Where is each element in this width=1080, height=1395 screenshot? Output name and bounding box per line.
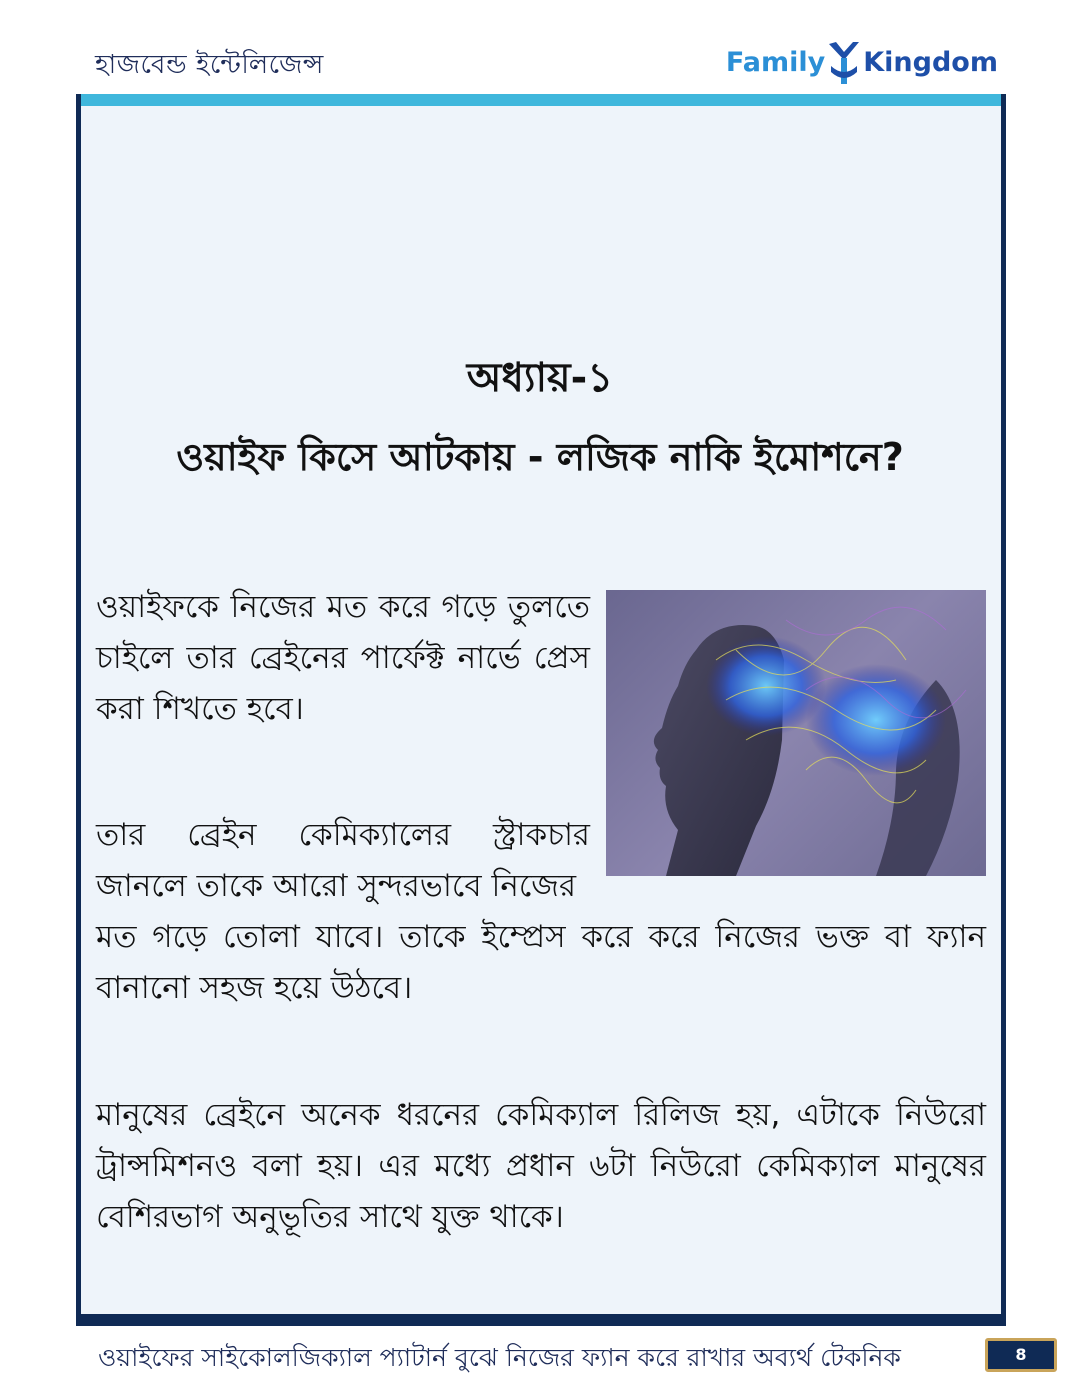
paragraph-3: মানুষের ব্রেইনে অনেক ধরনের কেমিক্যাল রিলিজ হয়, এটাকে নিউরো ট্রান্সমিশনও বলা হয়। এর মধ্যে প্রধান ৬টা নিউরো কেমিক্যাল মানুষের বেশিরভাগ অনুভূতির সাথে যুক্ত থাকে। bbox=[96, 1097, 986, 1235]
brain-illustration-image bbox=[606, 590, 986, 876]
chapter-title: ওয়াইফ কিসে আটকায় - লজিক নাকি ইমোশনে? bbox=[176, 435, 904, 479]
frame-bottom-bar bbox=[81, 1314, 1001, 1326]
chapter-number: অধ্যায়-১ bbox=[466, 355, 614, 401]
paragraph-1: ওয়াইফকে নিজের মত করে গড়ে তুলতে চাইলে তার ব্রেইনের পার্ফেক্ট নার্ভে প্রেস করা শিখতে হবে। bbox=[96, 589, 590, 727]
brain-illustration-svg bbox=[606, 590, 986, 876]
frame-top-bar bbox=[81, 94, 1001, 106]
family-kingdom-logo bbox=[726, 32, 998, 92]
logo-emblem-icon bbox=[827, 36, 861, 88]
paragraph-2-start: তার ব্রেইন কেমিক্যালের স্ট্রাকচার জানলে তাকে আরো সুন্দরভাবে নিজের bbox=[96, 817, 590, 904]
logo-text-left: Family bbox=[725, 46, 826, 78]
logo-text-right: Kingdom bbox=[863, 46, 998, 78]
book-title-header: হাজবেন্ড ইন্টেলিজেন্স bbox=[95, 50, 324, 80]
paragraph-2-continued: মত গড়ে তোলা যাবে। তাকে ইম্প্রেস করে করে নিজের ভক্ত বা ফ্যান বানানো সহজ হয়ে উঠবে। bbox=[96, 919, 986, 1006]
footer-book-subtitle: ওয়াইফের সাইকোলজিক্যাল প্যাটার্ন বুঝে নিজের ফ্যান করে রাখার অব্যর্থ টেকনিক bbox=[98, 1343, 901, 1372]
page-number: 8 bbox=[985, 1338, 1057, 1372]
